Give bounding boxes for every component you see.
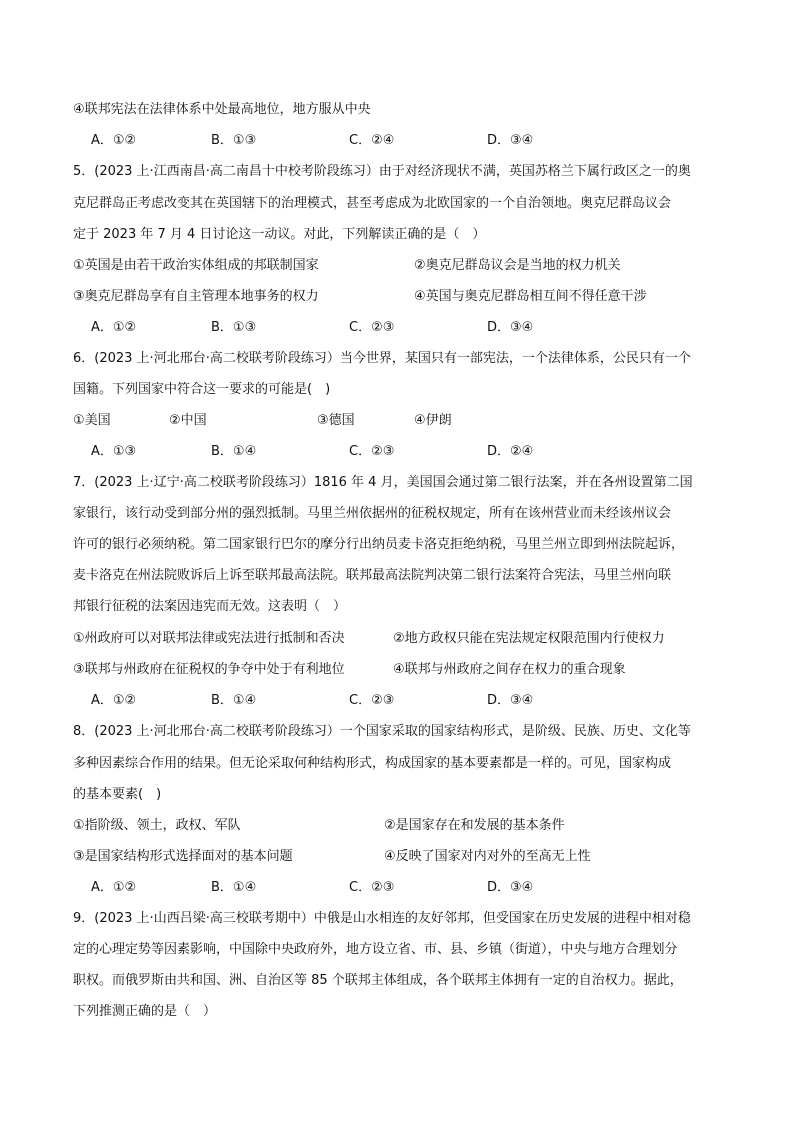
q8-stem-line-3: 的基本要素( ) — [73, 787, 162, 802]
q6-stem-line-2: 国籍。下列国家中符合这一要求的可能是( ) — [73, 382, 331, 397]
q8-stem-line-1: 8．(2023 上·河北邢台·高二校联考阶段练习）一个国家采取的国家结构形式，是阶级、民族、历史、文化等 — [73, 724, 691, 739]
q8-option-b[interactable]: B．①④ — [211, 880, 257, 895]
q7-statement-3: ③联邦与州政府在征税权的争夺中处于有利地位 — [73, 662, 345, 677]
q7-statement-4: ④联邦与州政府之间存在权力的重合现象 — [393, 662, 626, 677]
q7-option-d[interactable]: D．③④ — [487, 693, 534, 708]
q8-statements-row-2 — [73, 848, 733, 866]
q7-stem-line-5: 邦银行征税的法案因违宪而无效。这表明（ ） — [73, 599, 347, 614]
q8-statement-2: ②是国家存在和发展的基本条件 — [384, 818, 565, 833]
q8-statement-1: ①指阶级、领土，政权、军队 — [73, 818, 241, 833]
q5-statements-row-1 — [73, 257, 733, 275]
q4-statement-4: ④联邦宪法在法律体系中处最高地位，地方服从中央 — [73, 102, 371, 117]
q7-stem-line-4: 麦卡洛克在州法院败诉后上诉至联邦最高法院。联邦最高法院判决第二银行法案符合宪法，马里兰州向联 — [73, 568, 672, 583]
q5-stem-line-2: 克尼群岛正考虑改变其在英国辖下的治理模式，甚至考虑成为北欧国家的一个自治领地。奥克尼群岛议会 — [73, 196, 672, 211]
q8-option-d[interactable]: D．③④ — [487, 880, 534, 895]
q5-stem-line-1: 5．(2023 上·江西南昌·高二南昌十中校考阶段练习）由于对经济现状不满，英国苏格兰下属行政区之一的奥 — [73, 164, 691, 179]
q7-option-b[interactable]: B．①④ — [211, 693, 257, 708]
q8-option-c[interactable]: C．②③ — [349, 880, 395, 895]
q5-statement-3: ③奥克尼群岛享有自主管理本地事务的权力 — [73, 289, 319, 304]
q7-option-a[interactable]: A．①② — [91, 693, 137, 708]
q9-stem-line-2: 定的心理定势等因素影响，中国除中央政府外，地方设立省、市、县、乡镇（街道），中央与地方合理划分 — [73, 942, 678, 957]
q5-statement-2: ②奥克尼群岛议会是当地的权力机关 — [414, 258, 621, 273]
q7-stem-line-3: 许可的银行必须纳税。第二国家银行巴尔的摩分行出纳员麦卡洛克拒绝纳税，马里兰州立即到州法院起诉， — [73, 537, 685, 552]
q5-statement-4: ④英国与奥克尼群岛相互间不得任意干涉 — [414, 289, 647, 304]
q8-answer-options — [91, 879, 691, 897]
q6-statements-row — [73, 412, 733, 430]
q8-option-a[interactable]: A．①② — [91, 880, 137, 895]
q4-option-d[interactable]: D．③④ — [487, 133, 534, 148]
q8-statement-3: ③是国家结构形式选择面对的基本问题 — [73, 849, 293, 864]
q5-option-b[interactable]: B．①③ — [211, 320, 257, 335]
q7-statement-2: ②地方政权只能在宪法规定权限范围内行使权力 — [393, 631, 665, 646]
q7-statements-row-2 — [73, 661, 733, 679]
q8-stem-line-2: 多种因素综合作用的结果。但无论采取何种结构形式，构成国家的基本要素都是一样的。可见，国家构成 — [73, 756, 672, 771]
q9-stem-line-3: 职权。而俄罗斯由共和国、洲、自治区等 85 个联邦主体组成，各个联邦主体拥有一定的自治权力。据此， — [73, 973, 683, 988]
q6-statement-4: ④伊朗 — [414, 413, 452, 428]
q6-stem-line-1: 6．(2023 上·河北邢台·高二校联考阶段练习）当今世界，某国只有一部宪法，一个法律体系，公民只有一个 — [73, 351, 691, 366]
q4-option-b[interactable]: B．①③ — [211, 133, 257, 148]
q7-stem-line-1: 7．(2023 上·辽宁·高二校联考阶段练习）1816 年 4 月，美国国会通过第二银行法案，并在各州设置第二国 — [73, 475, 693, 490]
q8-statements-row-1 — [73, 817, 733, 835]
q4-answer-options — [91, 132, 691, 150]
q6-option-b[interactable]: B．①④ — [211, 444, 257, 459]
q6-answer-options — [91, 443, 691, 461]
q8-statement-4: ④反映了国家对内对外的至高无上性 — [384, 849, 591, 864]
q4-option-c[interactable]: C．②④ — [349, 133, 395, 148]
q5-option-a[interactable]: A．①② — [91, 320, 137, 335]
q9-stem-line-1: 9．(2023 上·山西吕梁·高三校联考期中）中俄是山水相连的友好邻邦，但受国家在历史发展的进程中相对稳 — [73, 911, 691, 926]
q6-option-a[interactable]: A．①③ — [91, 444, 137, 459]
q6-statement-2: ②中国 — [169, 413, 207, 428]
q6-statement-3: ③德国 — [317, 413, 355, 428]
q5-statement-1: ①英国是由若干政治实体组成的邦联制国家 — [73, 258, 319, 273]
q6-option-c[interactable]: C．②③ — [349, 444, 395, 459]
q7-statement-1: ①州政府可以对联邦法律或宪法进行抵制和否决 — [73, 631, 345, 646]
q5-stem-line-3: 定于 2023 年 7 月 4 日讨论这一动议。对此，下列解读正确的是（ ） — [73, 227, 486, 242]
q7-stem-line-2: 家银行，该行动受到部分州的强烈抵制。马里兰州依据州的征税权规定，所有在该州营业而未经该州议会 — [73, 506, 672, 521]
q5-answer-options — [91, 319, 691, 337]
q7-option-c[interactable]: C．②③ — [349, 693, 395, 708]
q7-statements-row-1 — [73, 630, 733, 648]
q6-statement-1: ①美国 — [73, 413, 111, 428]
q4-option-a[interactable]: A．①② — [91, 133, 137, 148]
q5-option-c[interactable]: C．②③ — [349, 320, 395, 335]
q5-statements-row-2 — [73, 288, 733, 306]
q5-option-d[interactable]: D．③④ — [487, 320, 534, 335]
q9-stem-line-4: 下列推测正确的是（ ） — [73, 1004, 217, 1019]
q7-answer-options — [91, 692, 691, 710]
q6-option-d[interactable]: D．②④ — [487, 444, 534, 459]
